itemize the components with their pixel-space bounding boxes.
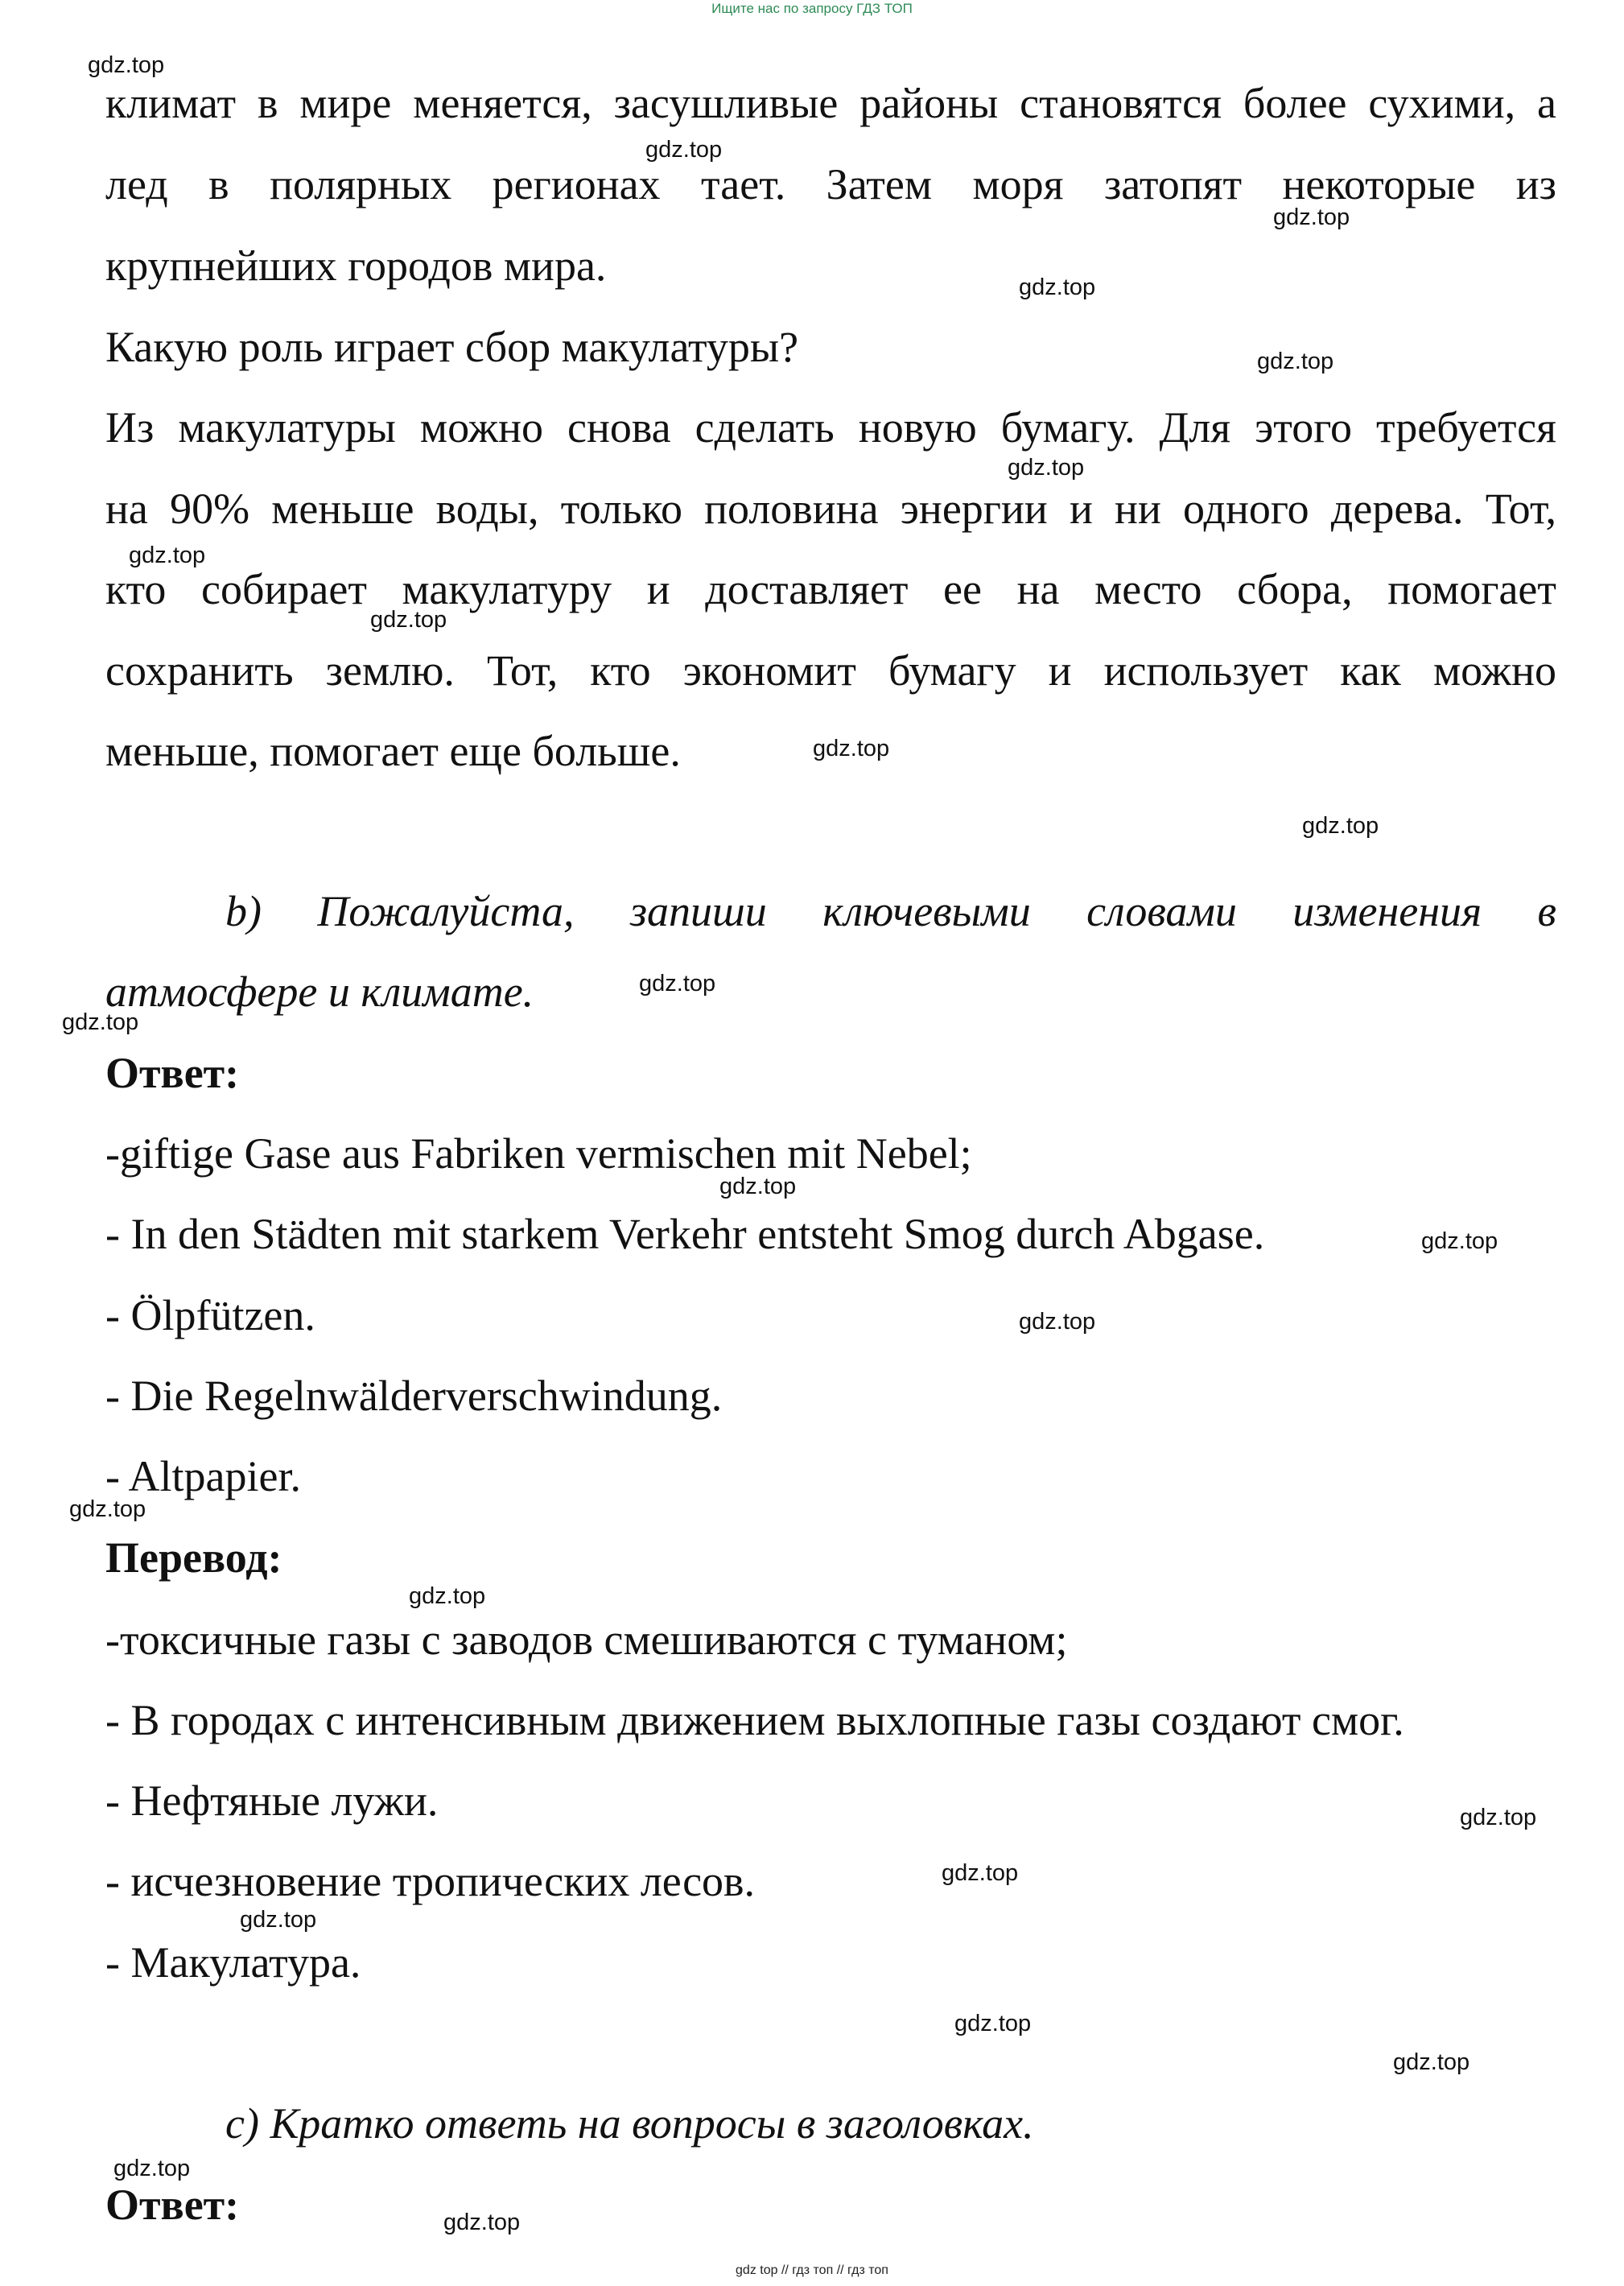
watermark: gdz.top	[1302, 813, 1379, 839]
watermark: gdz.top	[129, 543, 206, 568]
watermark: gdz.top	[443, 2210, 521, 2235]
answer-ru-item: - Макулатура.	[105, 1938, 361, 1987]
watermark: gdz.top	[1421, 1228, 1498, 1254]
watermark: gdz.top	[813, 736, 890, 761]
answer-heading: Ответ:	[105, 1049, 240, 1097]
question-text: Какую роль играет сбор макулатуры?	[105, 323, 799, 371]
watermark: gdz.top	[645, 137, 723, 163]
answer-ru-item: - Нефтяные лужи.	[105, 1776, 439, 1825]
task-c-title: c) Кратко ответь на вопросы в заголовках.	[225, 2099, 1034, 2148]
answer-de-item: - Altpapier.	[105, 1452, 301, 1500]
paragraph-line: крупнейших городов мира.	[105, 241, 607, 290]
watermark: gdz.top	[639, 971, 716, 997]
watermark: gdz.top	[1393, 2049, 1470, 2075]
watermark: gdz.top	[1008, 455, 1085, 481]
answer-paragraph-line: Из макулатуры можно снова сделать новую бумагу. Для этого требуется	[105, 403, 1556, 452]
watermark: gdz.top	[1019, 1309, 1096, 1335]
answer-ru-item: -токсичные газы с заводов смешиваются с туманом;	[105, 1615, 1068, 1664]
bottom-banner[interactable]: gdz top // гдз топ // гдз топ	[736, 2263, 888, 2277]
answer-de-item: - Die Regelnwälderverschwindung.	[105, 1372, 723, 1420]
watermark: gdz.top	[954, 2011, 1032, 2036]
task-b-title-cont: атмосфере и климате.	[105, 968, 534, 1016]
answer-ru-item: - исчезновение тропических лесов.	[105, 1857, 756, 1905]
answer-ru-item: - В городах с интенсивным движением выхлопные газы создают смог.	[105, 1696, 1404, 1744]
watermark: gdz.top	[62, 1009, 139, 1035]
watermark: gdz.top	[113, 2156, 191, 2181]
watermark: gdz.top	[1019, 274, 1096, 300]
watermark: gdz.top	[942, 1860, 1019, 1886]
watermark: gdz.top	[1257, 349, 1334, 374]
task-b-title: b) Пожалуйста, запиши ключевыми словами изменения в	[225, 887, 1556, 935]
paragraph-line: лед в полярных регионах тает. Затем моря затопят некоторые из	[105, 160, 1556, 208]
watermark: gdz.top	[240, 1907, 317, 1933]
translation-heading: Перевод:	[105, 1533, 282, 1582]
answer-paragraph-line: кто собирает макулатуру и доставляет ее на место сбора, помогает	[105, 565, 1556, 613]
answer-paragraph-line: меньше, помогает еще больше.	[105, 727, 681, 775]
watermark: gdz.top	[69, 1496, 146, 1522]
answer-de-item: -giftige Gase aus Fabriken vermischen mit Nebel;	[105, 1129, 972, 1178]
watermark: gdz.top	[370, 607, 447, 633]
answer-de-item: - Ölpfützen.	[105, 1291, 315, 1339]
watermark: gdz.top	[1273, 204, 1350, 230]
answer-heading-2: Ответ:	[105, 2181, 240, 2229]
watermark: gdz.top	[719, 1174, 797, 1199]
watermark: gdz.top	[1460, 1805, 1537, 1830]
paragraph-line: климат в мире меняется, засушливые районы становятся более сухими, а	[105, 79, 1556, 127]
watermark: gdz.top	[409, 1583, 486, 1609]
answer-de-item: - In den Städten mit starkem Verkehr entsteht Smog durch Abgase.	[105, 1210, 1265, 1258]
top-banner[interactable]: Ищите нас по запросу ГДЗ ТОП	[711, 1, 913, 16]
answer-paragraph-line: сохранить землю. Тот, кто экономит бумагу и использует как можно	[105, 646, 1556, 695]
answer-paragraph-line: на 90% меньше воды, только половина энергии и ни одного дерева. Тот,	[105, 485, 1556, 533]
watermark: gdz.top	[88, 52, 165, 78]
